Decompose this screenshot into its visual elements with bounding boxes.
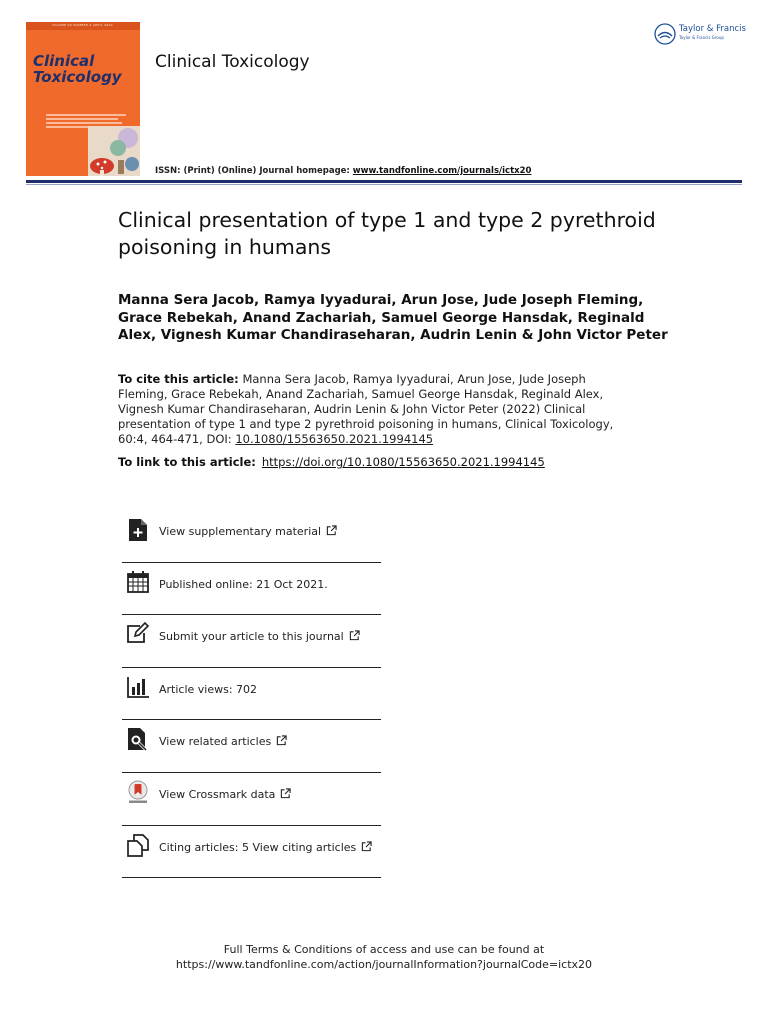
terms-footer-link[interactable]: https://www.tandfonline.com/action/journalInformation?journalCode=ictx20 — [175, 958, 593, 971]
header-rule — [26, 180, 742, 183]
citing-articles-label: Citing articles: 5 View citing articles — [159, 841, 372, 854]
header-rule-thin — [26, 184, 742, 185]
submit-article-item[interactable] — [122, 615, 381, 668]
calendar-icon — [126, 570, 150, 594]
published-online-label: Published online: 21 Oct 2021. — [159, 577, 328, 591]
external-link-icon — [361, 841, 372, 852]
publisher-group: Taylor & Francis Group — [679, 35, 724, 40]
cover-strip-text: VOLUME 60 NUMBER 4 APRIL 2022 — [52, 23, 113, 27]
citation-doi-link[interactable]: 10.1080/15563650.2021.1994145 — [235, 432, 434, 446]
related-articles-item[interactable] — [122, 720, 381, 773]
article-link-label: To link to this article: — [118, 455, 256, 469]
issn-label: ISSN: (Print) (Online) Journal homepage: — [155, 166, 353, 176]
supplementary-material-item[interactable] — [122, 510, 381, 563]
search-document-icon — [126, 727, 150, 751]
external-link-icon — [326, 525, 337, 536]
supplementary-file-icon — [126, 518, 150, 542]
article-info-list — [122, 510, 381, 878]
article-link-line — [118, 455, 545, 469]
edit-icon — [126, 622, 150, 646]
external-link-icon — [349, 630, 360, 641]
terms-footer-line1: Full Terms & Conditions of access and use can be found at — [223, 943, 545, 956]
published-online-item — [122, 563, 381, 616]
cover-title-line2: Toxicology — [33, 68, 122, 86]
journal-cover — [26, 22, 140, 176]
cover-title-line1: Clinical — [33, 52, 95, 70]
citation-block — [118, 372, 618, 447]
crossmark-item[interactable] — [122, 773, 381, 826]
issn-line — [155, 166, 531, 176]
article-doi-link[interactable]: https://doi.org/10.1080/15563650.2021.1994145 — [261, 455, 545, 469]
article-views-label: Article views: 702 — [159, 682, 258, 696]
bar-chart-icon — [126, 675, 150, 699]
publisher-name: Taylor & Francis — [679, 24, 746, 34]
article-views-item — [122, 668, 381, 721]
article-title: Clinical presentation of type 1 and type 2 pyrethroid poisoning in humans — [118, 208, 656, 259]
related-articles-label: View related articles — [159, 735, 287, 748]
terms-footer — [0, 942, 768, 972]
cover-photo-image — [88, 126, 140, 176]
external-link-icon — [280, 788, 291, 799]
crossmark-icon — [126, 780, 150, 804]
publisher-logo — [654, 22, 746, 48]
copy-icon — [126, 833, 150, 857]
cover-strip — [26, 22, 140, 30]
article-authors: Manna Sera Jacob, Ramya Iyyadurai, Arun Jose, Jude Joseph Fleming, Grace Rebekah, Anand Zachariah, Samuel George Hansdak, Reginald Alex, Vignesh Kumar Chandiraseharan, Audrin Lenin & John Victor Peter — [118, 292, 668, 343]
citation-text: Manna Sera Jacob, Ramya Iyyadurai, Arun Jose, Jude Joseph Fleming, Grace Rebekah, Anand Zachariah, Samuel George Hansdak, Reginald Alex, Vignesh Kumar Chandiraseharan, Audrin Lenin & John Victor Peter (2022) Clinical presentation of type 1 and type 2 pyrethroid poisoning in humans, Clinical Toxicology, 60:4, 464-471, DOI: — [118, 372, 614, 446]
journal-title: Clinical Toxicology — [155, 52, 310, 72]
citing-articles-item[interactable] — [122, 826, 381, 879]
journal-homepage-link[interactable]: www.tandfonline.com/journals/ictx20 — [352, 166, 532, 176]
citation-label: To cite this article: — [118, 372, 239, 386]
crossmark-label: View Crossmark data — [159, 788, 291, 801]
taylor-francis-logo-icon — [654, 23, 676, 45]
external-link-icon — [276, 735, 287, 746]
supplementary-material-label: View supplementary material — [159, 525, 337, 538]
submit-article-label: Submit your article to this journal — [159, 630, 360, 643]
